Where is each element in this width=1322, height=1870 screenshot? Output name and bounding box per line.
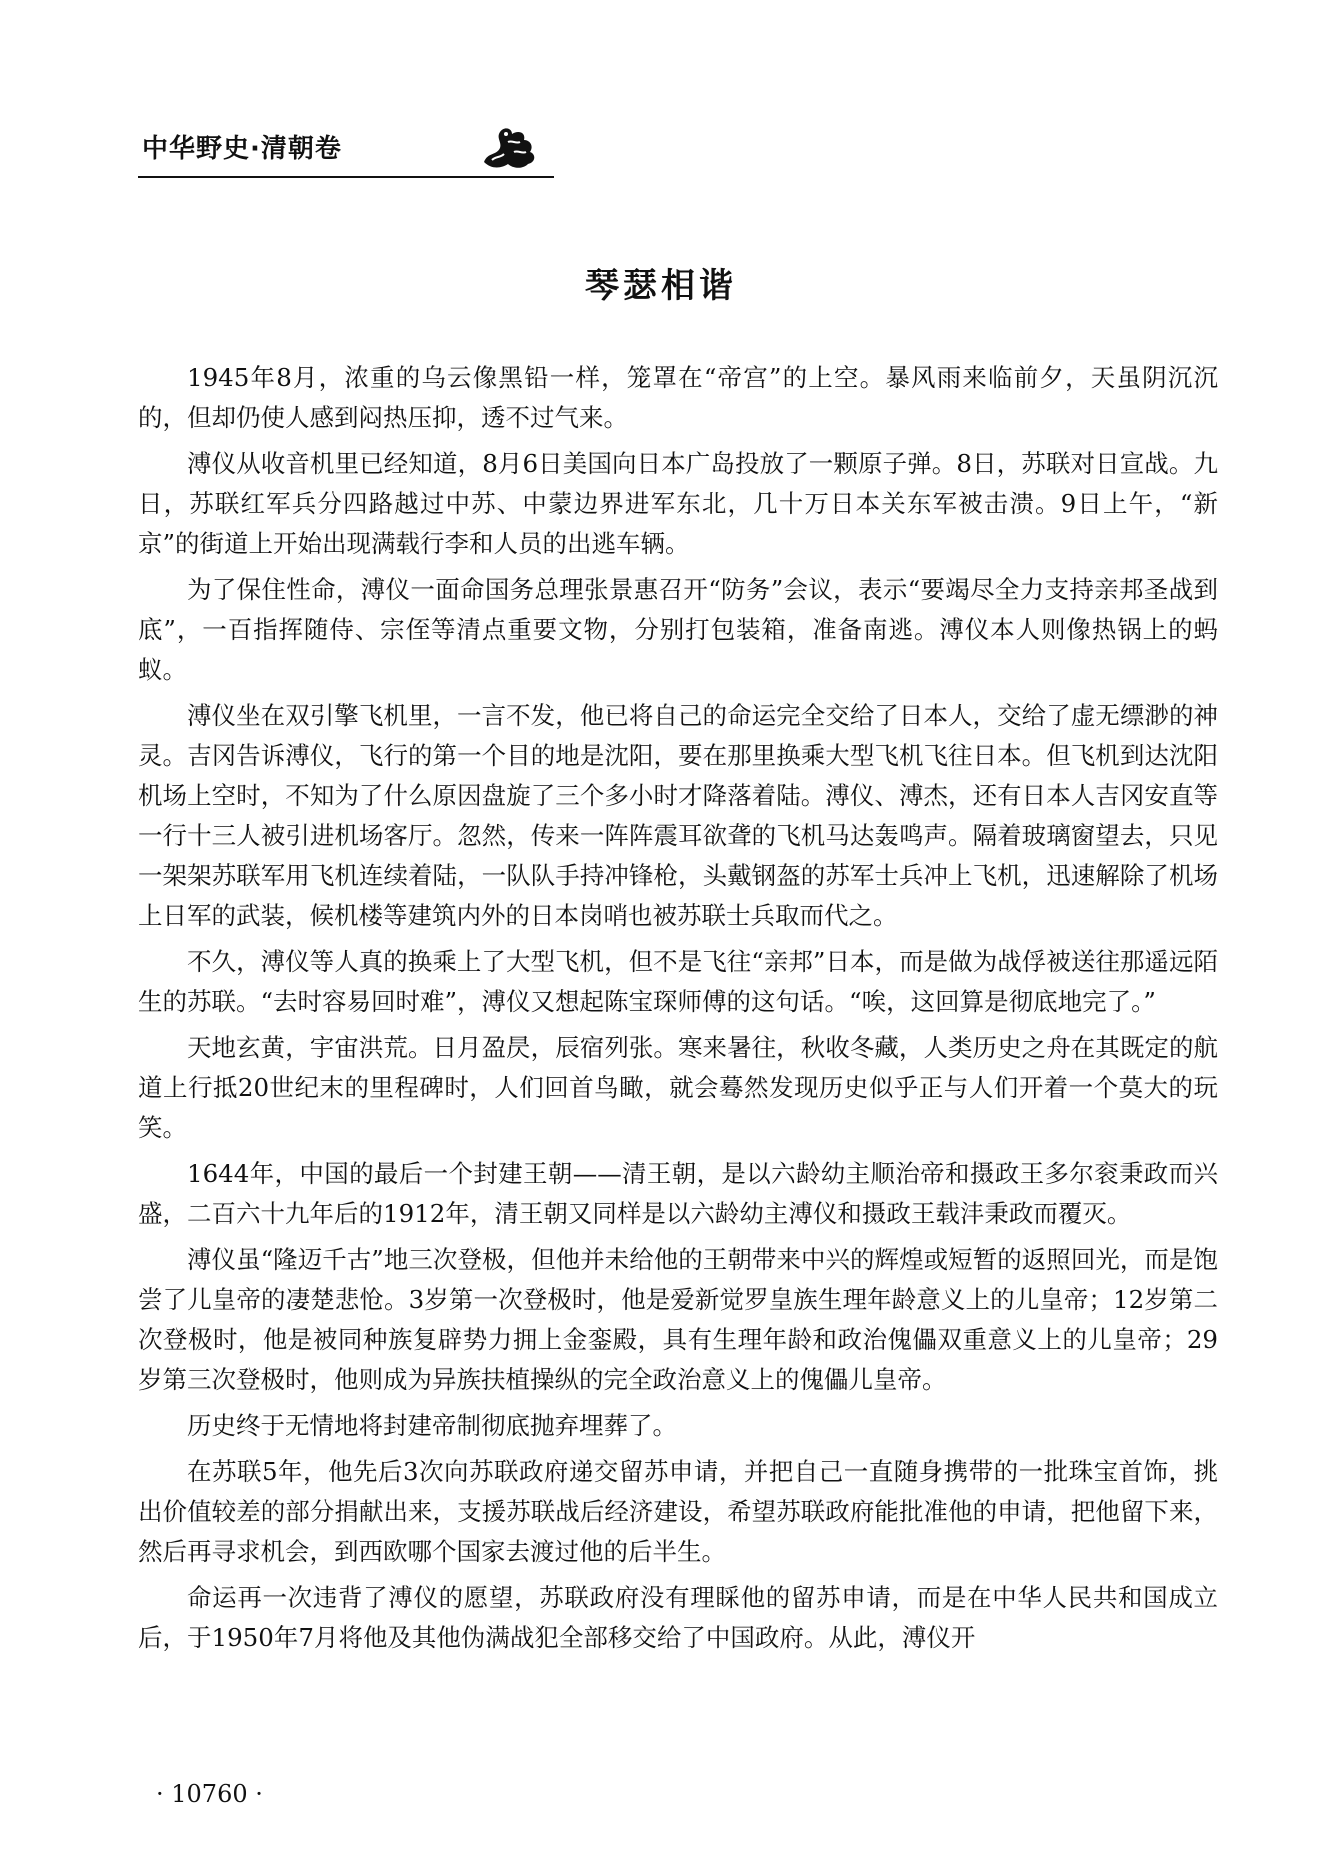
- running-header: [138, 118, 554, 178]
- paragraph: 在苏联5年，他先后3次向苏联政府递交留苏申请，并把自己一直随身携带的一批珠宝首饰，挑出价值较差的部分捐献出来，支援苏联战后经济建设，希望苏联政府能批准他的申请，把他留下来，然后再寻求机会，到西欧哪个国家去渡过他的后半生。: [138, 1457, 1218, 1566]
- article-body: [138, 358, 1218, 1664]
- book-title: 中华野史·清朝卷: [142, 134, 342, 164]
- paragraph: 溥仪从收音机里已经知道，8月6日美国向日本广岛投放了一颗原子弹。8日，苏联对日宣战。九日，苏联红军兵分四路越过中苏、中蒙边界进军东北，几十万日本关东军被击溃。9日上午，“新京”的街道上开始出现满载行李和人员的出逃车辆。: [138, 449, 1218, 558]
- chapter-title: 琴瑟相谐: [585, 266, 737, 306]
- paragraph: 天地玄黄，宇宙洪荒。日月盈昃，辰宿列张。寒来暑往，秋收冬藏，人类历史之舟在其既定的航道上行抵20世纪末的里程碑时，人们回首鸟瞰，就会蓦然发现历史似乎正与人们开着一个莫大的玩笑。: [138, 1033, 1218, 1142]
- paragraph: 溥仪坐在双引擎飞机里，一言不发，他已将自己的命运完全交给了日本人，交给了虚无缥渺的神灵。吉冈告诉溥仪，飞行的第一个目的地是沈阳，要在那里换乘大型飞机飞往日本。但飞机到达沈阳机场上空时，不知为了什么原因盘旋了三个多小时才降落着陆。溥仪、溥杰，还有日本人吉冈安直等一行十三人被引进机场客厅。忽然，传来一阵阵震耳欲聋的飞机马达轰鸣声。隔着玻璃窗望去，只见一架架苏联军用飞机连续着陆，一队队手持冲锋枪，头戴钢盔的苏军士兵冲上飞机，迅速解除了机场上日军的武装，候机楼等建筑内外的日本岗哨也被苏联士兵取而代之。: [138, 701, 1218, 930]
- dragon-emblem-icon: [478, 122, 542, 174]
- paragraph: 为了保住性命，溥仪一面命国务总理张景惠召开“防务”会议，表示“要竭尽全力支持亲邦圣战到底”，一百指挥随侍、宗侄等清点重要文物，分别打包装箱，准备南逃。溥仪本人则像热锅上的蚂蚁。: [138, 575, 1218, 684]
- paragraph: 1945年8月，浓重的乌云像黑铅一样，笼罩在“帝宫”的上空。暴风雨来临前夕，天虽阴沉沉的，但却仍使人感到闷热压抑，透不过气来。: [138, 363, 1218, 432]
- paragraph: 历史终于无情地将封建帝制彻底抛弃埋葬了。: [187, 1411, 677, 1440]
- paragraph: 1644年，中国的最后一个封建王朝——清王朝，是以六龄幼主顺治帝和摄政王多尔衮秉政而兴盛，二百六十九年后的1912年，清王朝又同样是以六龄幼主溥仪和摄政王载沣秉政而覆灭。: [138, 1159, 1218, 1228]
- paragraph: 不久，溥仪等人真的换乘上了大型飞机，但不是飞往“亲邦”日本，而是做为战俘被送往那遥远陌生的苏联。“去时容易回时难”，溥仪又想起陈宝琛师傅的这句话。“唉，这回算是彻底地完了。”: [138, 947, 1218, 1016]
- paragraph: 命运再一次违背了溥仪的愿望，苏联政府没有理睬他的留苏申请，而是在中华人民共和国成立后，于1950年7月将他及其他伪满战犯全部移交给了中国政府。从此，溥仪开: [138, 1583, 1218, 1652]
- paragraph: 溥仪虽“隆迈千古”地三次登极，但他并未给他的王朝带来中兴的辉煌或短暂的返照回光，而是饱尝了儿皇帝的凄楚悲怆。3岁第一次登极时，他是爱新觉罗皇族生理年龄意义上的儿皇帝；12岁第二次登极时，他是被同种族复辟势力拥上金銮殿，具有生理年龄和政治傀儡双重意义上的儿皇帝；29岁第三次登极时，他则成为异族扶植操纵的完全政治意义上的傀儡儿皇帝。: [138, 1245, 1218, 1394]
- page-number: · 10760 ·: [156, 1780, 263, 1808]
